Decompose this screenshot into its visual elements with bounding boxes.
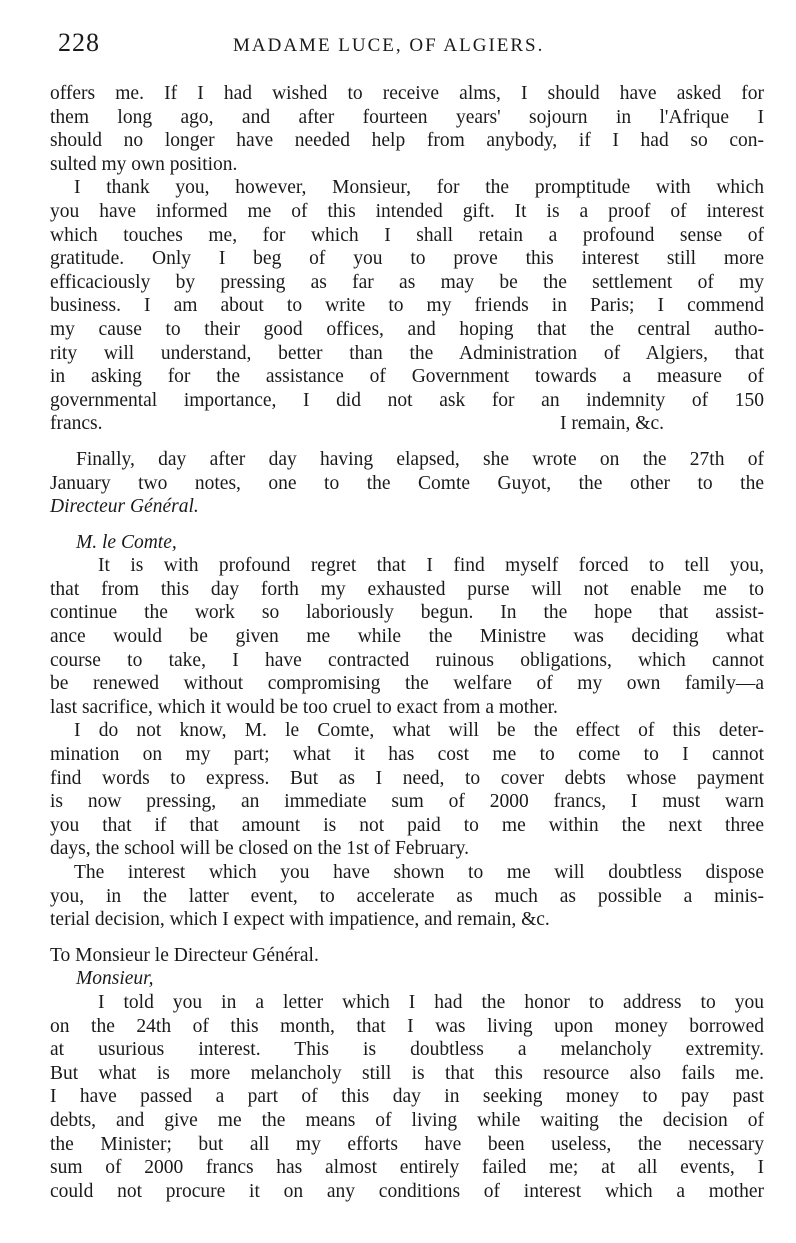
text-line: Directeur Général. <box>50 496 199 518</box>
text-line: could not procure it on any conditions of interest which a mother <box>50 1180 764 1202</box>
text-line: rity will understand, better than the Administration of Algiers, that <box>50 342 764 364</box>
text-line: last sacrifice, which it would be too cruel to exact from a mother. <box>50 696 558 718</box>
text-line: the Minister; but all my efforts have been useless, the necessary <box>50 1133 764 1155</box>
text-line: is now pressing, an immediate sum of 2000 francs, I must warn <box>50 791 764 813</box>
text-line: business. I am about to write to my friends in Paris; I commend <box>50 295 764 317</box>
text-line: days, the school will be closed on the 1st of February. <box>50 838 469 860</box>
closing-left: francs. <box>50 413 103 435</box>
salutation: M. le Comte, <box>76 531 177 553</box>
text-line: I have passed a part of this day in seeking money to pay past <box>50 1086 764 1108</box>
letter-closing <box>50 412 764 436</box>
text-line: governmental importance, I did not ask for an indemnity of 150 <box>50 389 764 411</box>
text-line: It is with profound regret that I find myself forced to tell you, <box>98 555 764 577</box>
running-title: MADAME LUCE, OF ALGIERS. <box>233 35 545 56</box>
text-line: you have informed me of this intended gift. It is a proof of interest <box>50 200 764 222</box>
text-line: you that if that amount is not paid to me within the next three <box>50 814 764 836</box>
text-line: on the 24th of this month, that I was living upon money borrowed <box>50 1015 764 1037</box>
text-line: course to take, I have contracted ruinous obligations, which cannot <box>50 649 764 671</box>
text-line: ance would be given me while the Ministre was deciding what <box>50 626 764 648</box>
text-line: that from this day forth my exhausted purse will not enable me to <box>50 578 764 600</box>
text-line: debts, and give me the means of living while waiting the decision of <box>50 1109 764 1131</box>
text-line: at usurious interest. This is doubtless a melancholy extremity. <box>50 1039 764 1061</box>
text-line: I told you in a letter which I had the honor to address to you <box>98 991 764 1013</box>
text-line: The interest which you have shown to me will doubtless dispose <box>74 862 764 883</box>
text-line: be renewed without compromising the welfare of my own family—a <box>50 673 764 695</box>
text-line: Finally, day after day having elapsed, she wrote on the 27th of <box>76 448 764 470</box>
letter-address: To Monsieur le Directeur Général. <box>50 944 319 966</box>
page-number: 228 <box>58 28 100 57</box>
text-line: find words to express. But as I need, to cover debts whose payment <box>50 767 764 789</box>
text-line: mination on my part; what it has cost me to come to I cannot <box>50 744 764 766</box>
text-line: efficaciously by pressing as far as may be the settlement of my <box>50 271 764 293</box>
text-line: But what is more melancholy still is that this resource also fails me. <box>50 1062 764 1084</box>
text-line: offers me. If I had wished to receive alms, I should have asked for <box>50 83 764 104</box>
body-text <box>50 82 764 1203</box>
text-line: you, in the latter event, to accelerate as much as possible a minis- <box>50 885 764 907</box>
text-line: in asking for the assistance of Government towards a measure of <box>50 366 764 388</box>
salutation: Monsieur, <box>76 968 154 990</box>
page-header <box>58 28 762 58</box>
text-line: which touches me, for which I shall retain a profound sense of <box>50 224 764 246</box>
closing-right: I remain, &c. <box>560 413 664 435</box>
text-line: them long ago, and after fourteen years' sojourn in l'Afrique I <box>50 106 764 128</box>
text-line: continue the work so laboriously begun. In the hope that assist- <box>50 602 764 624</box>
text-line: January two notes, one to the Comte Guyot, the other to the <box>50 472 764 494</box>
text-line: I do not know, M. le Comte, what will be the effect of this deter- <box>74 720 764 742</box>
text-line: sum of 2000 francs has almost entirely failed me; at all events, I <box>50 1157 764 1179</box>
text-line: sulted my own position. <box>50 153 238 175</box>
text-line: my cause to their good offices, and hoping that the central autho- <box>50 318 764 340</box>
text-line: should no longer have needed help from anybody, if I had so con- <box>50 130 764 152</box>
text-line: gratitude. Only I beg of you to prove this interest still more <box>50 248 764 270</box>
text-line: terial decision, which I expect with impatience, and remain, &c. <box>50 909 550 931</box>
text-line: I thank you, however, Monsieur, for the promptitude with which <box>74 177 764 199</box>
